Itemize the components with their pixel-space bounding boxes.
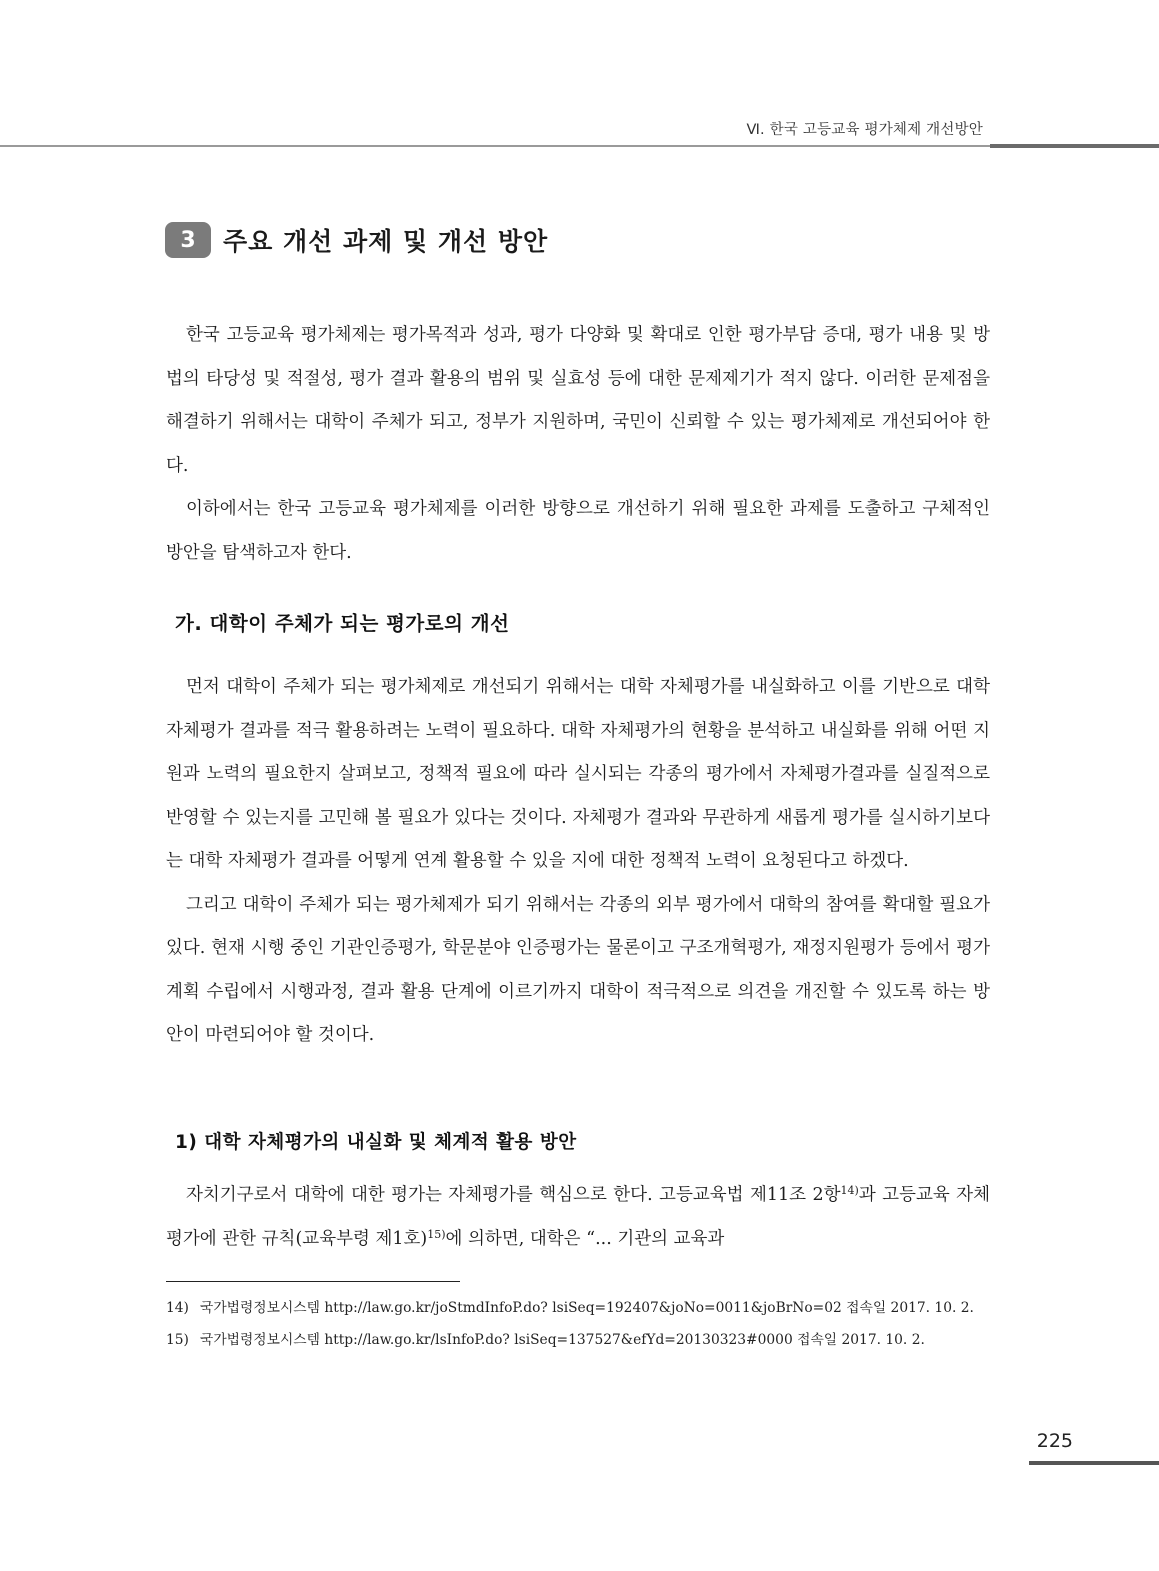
subsection-1-text-c: 에 의하면, 대학은 “... 기관의 교육과 <box>445 1228 725 1249</box>
header-rule-accent <box>990 144 1159 148</box>
subsection-1-paragraph-1 <box>166 1174 990 1261</box>
footnote-15 <box>166 1328 990 1352</box>
footnote-divider <box>166 1281 460 1282</box>
header-rule <box>0 145 990 147</box>
subsection-1-text-a: 자치기구로서 대학에 대한 평가는 자체평가를 핵심으로 한다. 고등교육법 제11조 2항 <box>186 1185 841 1205</box>
subsection-1-text <box>166 1174 990 1261</box>
intro-text <box>166 314 990 575</box>
subsection-1-title: 1) 대학 자체평가의 내실화 및 체계적 활용 방안 <box>175 1132 577 1153</box>
footnote-ref-14: 14) <box>840 1184 859 1197</box>
subsection-ga-text <box>166 666 990 1058</box>
subsection-ga-paragraph-2: 그리고 대학이 주체가 되는 평가체제가 되기 위해서는 각종의 외부 평가에서 대학의 참여를 확대할 필요가 있다. 현재 시행 중인 기관인증평가, 학문분야 인증평가는 물론이고 구조개혁평가, 재정지원평가 등에서 평가계획 수립에서 시행과정, 결과 활용 단계에 이르기까지 대학이 적극적으로 의견을 개진할 수 있도록 하는 방안이 마련되어야 할 것이다. <box>166 894 990 1045</box>
footnotes <box>166 1296 990 1352</box>
section-number-badge: 3 <box>165 222 211 258</box>
footnote-text: 국가법령정보시스템 http://law.go.kr/joStmdInfoP.do? lsiSeq=192407&joNo=0011&joBrNo=02 접속일 2017. 10. 2. <box>200 1300 974 1316</box>
subsection-ga-title: 가. 대학이 주체가 되는 평가로의 개선 <box>175 612 510 635</box>
page-number: 225 <box>1036 1430 1073 1452</box>
subsection-ga-paragraph-1: 먼저 대학이 주체가 되는 평가체제로 개선되기 위해서는 대학 자체평가를 내실화하고 이를 기반으로 대학 자체평가 결과를 적극 활용하려는 노력이 필요하다. 대학 자체평가의 현황을 분석하고 내실화를 위해 어떤 지원과 노력의 필요한지 살펴보고, 정책적 필요에 따라 실시되는 각종의 평가에서 자체평가결과를 실질적으로 반영할 수 있는지를 고민해 볼 필요가 있다는 것이다. 자체평가 결과와 무관하게 새롭게 평가를 실시하기보다는 대학 자체평가 결과를 어떻게 연계 활용할 수 있을 지에 대한 정책적 노력이 요청된다고 하겠다. <box>166 677 990 871</box>
running-header: Ⅵ. 한국 고등교육 평가체제 개선방안 <box>746 122 983 138</box>
footnote-ref-15: 15) <box>427 1227 446 1241</box>
subsection-1-text-b: 과 고등교육 자체평가에 관한 규칙(교육부령 제1호) <box>166 1185 990 1249</box>
intro-paragraph-2: 이하에서는 한국 고등교육 평가체제를 이러한 방향으로 개선하기 위해 필요한 과제를 도출하고 구체적인 방안을 탐색하고자 한다. <box>166 499 990 563</box>
footnote-text: 국가법령정보시스템 http://law.go.kr/lsInfoP.do? lsiSeq=137527&efYd=20130323#0000 접속일 2017. 10. 2. <box>200 1332 925 1348</box>
footnote-number: 15) <box>166 1332 189 1348</box>
intro-paragraph-1: 한국 고등교육 평가체제는 평가목적과 성과, 평가 다양화 및 확대로 인한 평가부담 증대, 평가 내용 및 방법의 타당성 및 적절성, 평가 결과 활용의 범위 및 실효성 등에 대한 문제제기가 적지 않다. 이러한 문제점을 해결하기 위해서는 대학이 주체가 되고, 정부가 지원하며, 국민이 신뢰할 수 있는 평가체제로 개선되어야 한다. <box>166 325 990 476</box>
section-heading <box>165 222 548 258</box>
page-number-bar <box>1029 1461 1159 1465</box>
footnote-14 <box>166 1296 990 1320</box>
footnote-number: 14) <box>166 1300 189 1316</box>
section-title: 주요 개선 과제 및 개선 방안 <box>223 227 549 256</box>
